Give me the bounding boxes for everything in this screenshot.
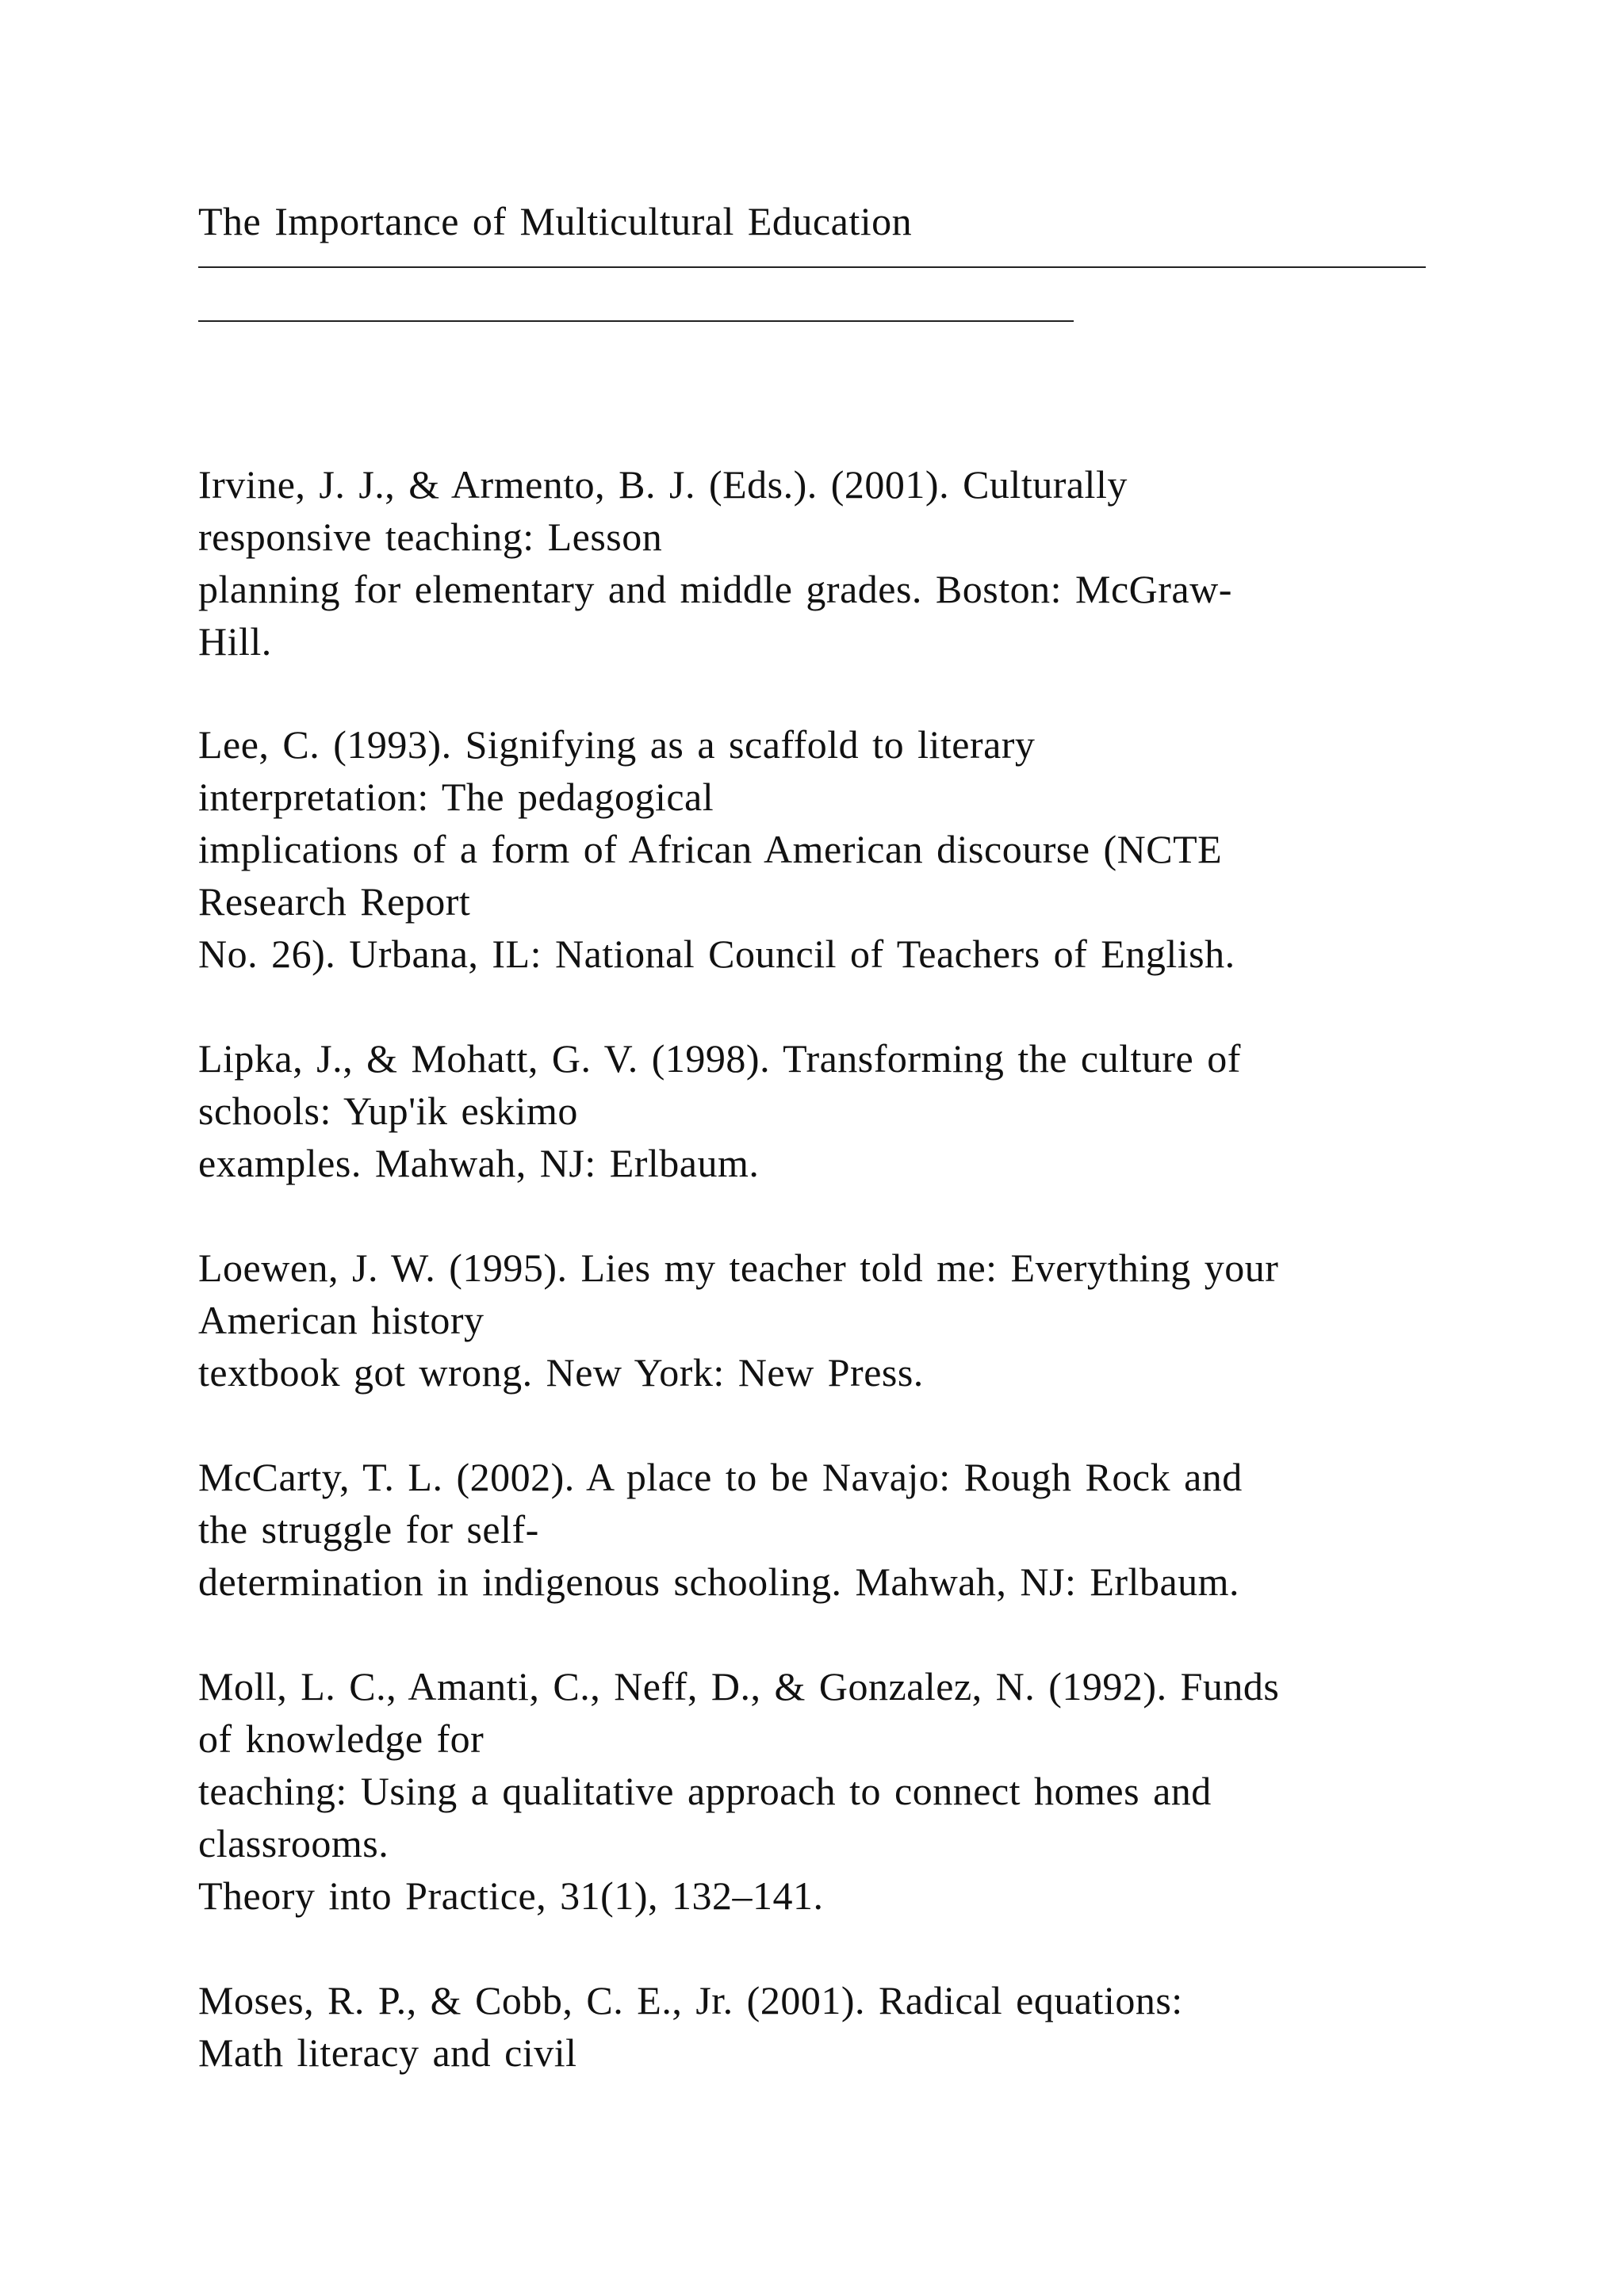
reference-line: Moses, R. P., & Cobb, C. E., Jr. (2001). Radical equations: <box>198 1978 1183 2022</box>
reference-line: American history <box>198 1298 485 1342</box>
reference-line: schools: Yup'ik eskimo <box>198 1089 578 1133</box>
reference-line: Lipka, J., & Mohatt, G. V. (1998). Transforming the culture of <box>198 1036 1241 1081</box>
reference-line: Moll, L. C., Amanti, C., Neff, D., & Gonzalez, N. (1992). Funds <box>198 1664 1280 1709</box>
reference-line: interpretation: The pedagogical <box>198 775 714 819</box>
reference-line: No. 26). Urbana, IL: National Council of Teachers of English. <box>198 932 1235 976</box>
reference-line: planning for elementary and middle grades. Boston: McGraw- <box>198 567 1232 611</box>
document-title: The Importance of Multicultural Education <box>198 199 913 243</box>
reference-line: Math literacy and civil <box>198 2030 577 2075</box>
reference-line: determination in indigenous schooling. Mahwah, NJ: Erlbaum. <box>198 1559 1240 1604</box>
reference-line: Irvine, J. J., & Armento, B. J. (Eds.). (2001). Culturally <box>198 462 1128 507</box>
reference-line: Loewen, J. W. (1995). Lies my teacher told me: Everything your <box>198 1246 1279 1290</box>
reference-line: classrooms. <box>198 1821 389 1866</box>
reference-line: McCarty, T. L. (2002). A place to be Navajo: Rough Rock and <box>198 1455 1243 1499</box>
reference-line: textbook got wrong. New York: New Press. <box>198 1350 924 1395</box>
reference-line: of knowledge for <box>198 1716 485 1761</box>
title-underline-rule <box>198 266 1426 268</box>
reference-line: the struggle for self- <box>198 1507 539 1552</box>
reference-line: implications of a form of African American discourse (NCTE <box>198 827 1223 871</box>
reference-line: examples. Mahwah, NJ: Erlbaum. <box>198 1141 760 1185</box>
reference-line: Research Report <box>198 879 471 924</box>
reference-line: Theory into Practice, 31(1), 132–141. <box>198 1873 824 1918</box>
title-underline-rule-continued <box>198 320 1074 322</box>
reference-line: Lee, C. (1993). Signifying as a scaffold to literary <box>198 722 1036 767</box>
reference-line: Hill. <box>198 619 272 664</box>
reference-line: responsive teaching: Lesson <box>198 515 663 559</box>
reference-line: teaching: Using a qualitative approach to connect homes and <box>198 1769 1212 1813</box>
